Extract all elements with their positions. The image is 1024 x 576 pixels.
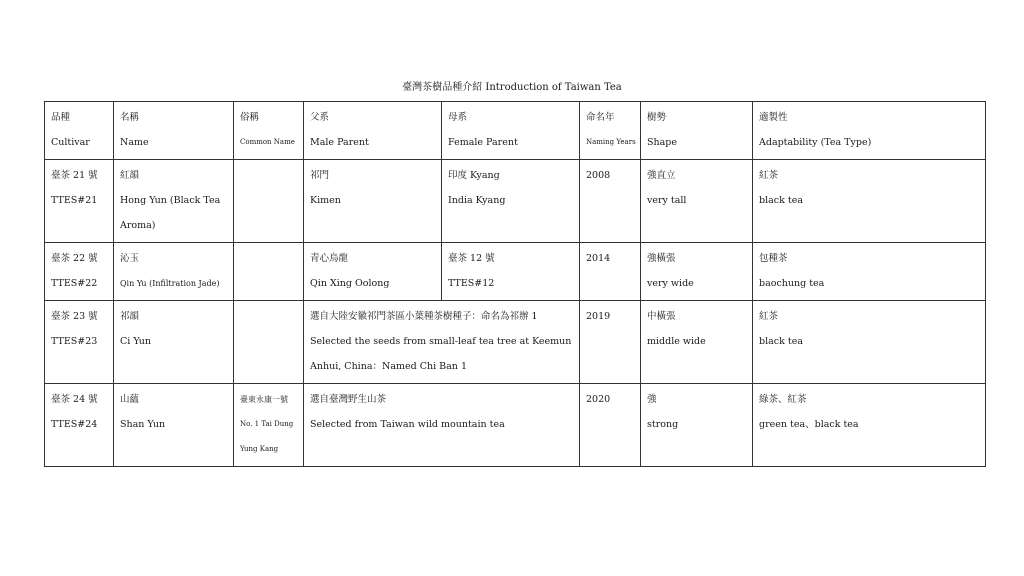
- cell-naming-year: 2008: [580, 160, 641, 243]
- cell-male-parent: 祁門 Kimen: [304, 160, 442, 243]
- cell-cultivar: 臺茶 23 號 TTES#23: [45, 301, 114, 384]
- cell-common-name: [234, 243, 304, 301]
- cell-adaptability: 紅茶 black tea: [753, 160, 986, 243]
- cell-parent-origin: 選自臺灣野生山茶 Selected from Taiwan wild mountain tea: [304, 384, 580, 467]
- header-naming-years: 命名年 Naming Years: [580, 102, 641, 160]
- cell-common-name: [234, 301, 304, 384]
- cell-shape: 中橫張 middle wide: [641, 301, 753, 384]
- cell-female-parent: 臺茶 12 號 TTES#12: [442, 243, 580, 301]
- cell-cultivar: 臺茶 22 號 TTES#22: [45, 243, 114, 301]
- cell-name: 沁玉 Qin Yu (Infiltration Jade): [114, 243, 234, 301]
- header-adaptability: 適製性 Adaptability (Tea Type): [753, 102, 986, 160]
- cell-common-name: [234, 160, 304, 243]
- header-cultivar: 品種 Cultivar: [45, 102, 114, 160]
- table-row: [45, 301, 986, 384]
- cell-name: 山蘊 Shan Yun: [114, 384, 234, 467]
- cell-common-name: 臺東永康一號 No. 1 Tai Dung Yung Kang: [234, 384, 304, 467]
- header-female-parent: 母系 Female Parent: [442, 102, 580, 160]
- cell-adaptability: 紅茶 black tea: [753, 301, 986, 384]
- cell-name: 紅韻 Hong Yun (Black Tea Aroma): [114, 160, 234, 243]
- cell-shape: 強直立 very tall: [641, 160, 753, 243]
- header-common-name: 俗稱 Common Name: [234, 102, 304, 160]
- cell-naming-year: 2020: [580, 384, 641, 467]
- cell-parent-origin: 選自大陸安徽祁門茶區小葉種茶樹種子：命名為祁辦 1 Selected the seeds from small-leaf tea tree at Keemun Anhui, China：Named Chi Ban 1: [304, 301, 580, 384]
- table-header-row: [45, 102, 986, 160]
- header-shape: 樹勢 Shape: [641, 102, 753, 160]
- cell-shape: 強 strong: [641, 384, 753, 467]
- cell-female-parent: 印度 Kyang India Kyang: [442, 160, 580, 243]
- cell-adaptability: 包種茶 baochung tea: [753, 243, 986, 301]
- header-name: 名稱 Name: [114, 102, 234, 160]
- cell-naming-year: 2014: [580, 243, 641, 301]
- cell-adaptability: 綠茶、紅茶 green tea、black tea: [753, 384, 986, 467]
- cell-cultivar: 臺茶 21 號 TTES#21: [45, 160, 114, 243]
- cell-shape: 強橫張 very wide: [641, 243, 753, 301]
- tea-cultivar-table: [44, 101, 986, 467]
- header-male-parent: 父系 Male Parent: [304, 102, 442, 160]
- cell-male-parent: 青心烏龍 Qin Xing Oolong: [304, 243, 442, 301]
- table-row: [45, 243, 986, 301]
- table-row: [45, 384, 986, 467]
- cell-naming-year: 2019: [580, 301, 641, 384]
- cell-cultivar: 臺茶 24 號 TTES#24: [45, 384, 114, 467]
- cell-name: 祁韻 Ci Yun: [114, 301, 234, 384]
- document-title: 臺灣茶樹品種介紹 Introduction of Taiwan Tea: [402, 82, 622, 93]
- table-row: [45, 160, 986, 243]
